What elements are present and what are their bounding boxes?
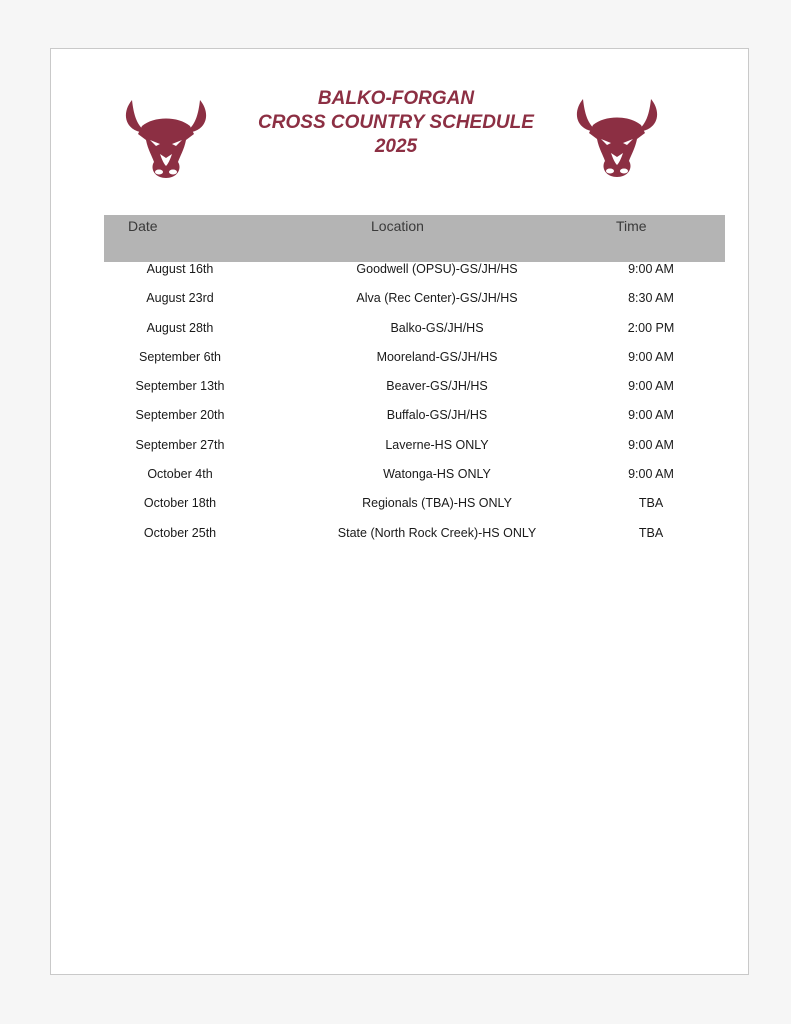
table-row	[51, 523, 748, 552]
cell-time: TBA	[638, 496, 664, 511]
cell-date: September 13th	[135, 379, 225, 394]
cell-location: Alva (Rec Center)-GS/JH/HS	[356, 291, 518, 306]
header-date: Date	[128, 218, 158, 234]
cell-date: October 18th	[143, 496, 217, 511]
cell-date: August 23rd	[146, 291, 214, 306]
cell-location: Beaver-GS/JH/HS	[386, 379, 488, 394]
cell-location: Laverne-HS ONLY	[385, 437, 489, 452]
document-title	[211, 87, 581, 159]
cell-location: Mooreland-GS/JH/HS	[376, 349, 498, 364]
cell-location: State (North Rock Creek)-HS ONLY	[337, 525, 537, 540]
cell-location: Balko-GS/JH/HS	[390, 320, 484, 335]
schedule-page	[50, 48, 749, 975]
cell-date: September 20th	[135, 408, 225, 423]
cell-location: Watonga-HS ONLY	[383, 467, 491, 482]
table-row	[51, 318, 748, 347]
table-row	[51, 405, 748, 434]
cell-date: September 27th	[135, 437, 225, 452]
table-row	[51, 493, 748, 522]
cell-date: August 16th	[146, 262, 214, 276]
title-line-2: CROSS COUNTRY SCHEDULE	[258, 112, 534, 133]
title-line-1: BALKO-FORGAN	[317, 88, 475, 109]
schedule-table-body	[51, 259, 748, 552]
cell-time: 9:00 AM	[628, 408, 674, 423]
cell-time: 2:00 PM	[627, 320, 675, 335]
bull-mascot-logo-right	[571, 93, 663, 183]
cell-time: 9:00 AM	[628, 437, 674, 452]
cell-date: September 6th	[139, 349, 221, 364]
table-row	[51, 435, 748, 464]
cell-time: 9:00 AM	[628, 262, 674, 276]
cell-location: Regionals (TBA)-HS ONLY	[362, 496, 512, 511]
table-row	[51, 464, 748, 493]
title-line-3: 2025	[374, 136, 418, 157]
cell-time: 9:00 AM	[628, 467, 674, 482]
table-row	[51, 347, 748, 376]
header-location: Location	[371, 218, 424, 234]
cell-time: 9:00 AM	[628, 349, 674, 364]
table-row	[51, 259, 748, 288]
cell-date: October 4th	[147, 467, 213, 482]
cell-location: Goodwell (OPSU)-GS/JH/HS	[356, 262, 518, 276]
cell-time: TBA	[638, 525, 664, 540]
cell-time: 9:00 AM	[628, 379, 674, 394]
table-row	[51, 376, 748, 405]
cell-date: August 28th	[146, 320, 214, 335]
header-time: Time	[616, 218, 647, 234]
cell-date: October 25th	[143, 525, 217, 540]
table-row	[51, 288, 748, 317]
table-header	[104, 215, 725, 262]
cell-location: Buffalo-GS/JH/HS	[386, 408, 488, 423]
cell-time: 8:30 AM	[628, 291, 674, 306]
bull-mascot-logo-left	[120, 94, 212, 184]
